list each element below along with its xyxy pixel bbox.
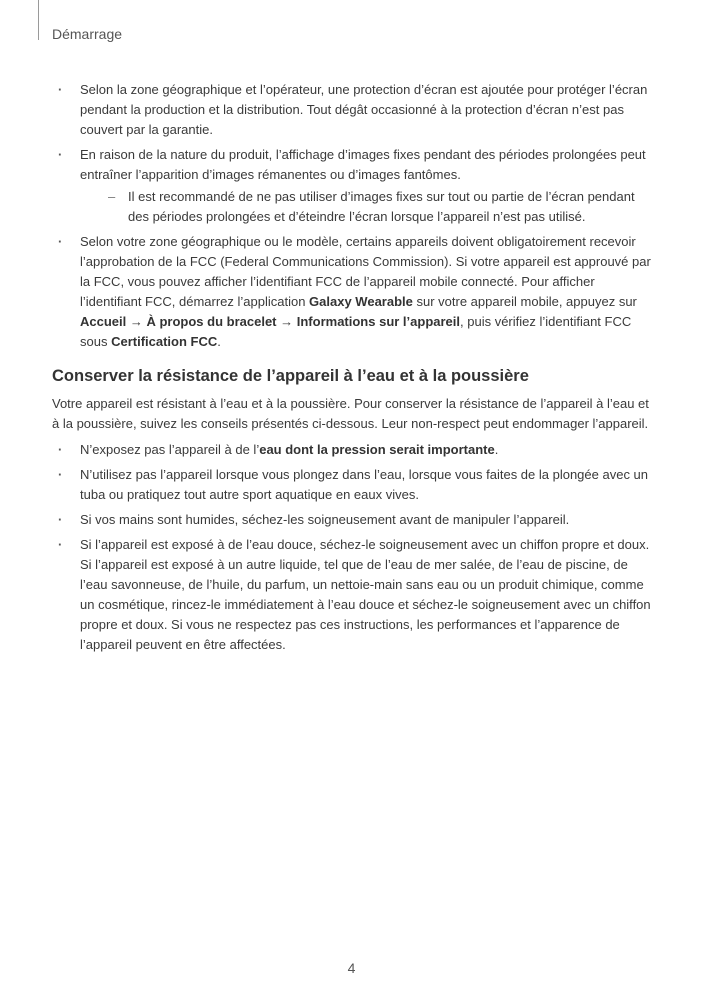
list-item <box>52 440 652 460</box>
menu-path-item: Accueil <box>80 314 127 329</box>
bullet-list-2 <box>52 440 652 655</box>
menu-path-item: Certification FCC <box>111 334 218 349</box>
header-rule <box>38 0 39 40</box>
app-name: Galaxy Wearable <box>309 294 413 309</box>
sub-list-item: – Il est recommandé de ne pas utiliser d’images fixes sur tout ou partie de l’écran pendant des périodes prolongées et d’éteindre l’écran lorsque l’appareil n’est pas utilisé. <box>80 187 652 227</box>
text: N’exposez pas l’appareil à de l’ <box>80 442 260 457</box>
text: . <box>494 442 499 457</box>
section-header: Démarrage <box>52 26 123 42</box>
arrow: → <box>276 314 297 329</box>
text: sur votre appareil mobile, appuyez sur <box>412 294 637 309</box>
text: . <box>217 334 221 349</box>
page-number: 4 <box>347 960 356 976</box>
text: Selon votre zone géographique ou le modèle, certains appareils doivent obligatoirement recevoir l’approbation de la FCC (Federal Communications Commission). Si votre appareil est approuvé par la FCC, vous pouvez afficher l’identifiant FCC de l’appareil mobile connecté. Pour afficher l’identifiant FCC, démarrez l’application <box>80 234 651 309</box>
menu-path-item: Informations sur l’appareil <box>296 314 461 329</box>
list-item: · Si l’appareil est exposé à de l’eau douce, séchez-le soigneusement avec un chiffon propre et doux. Si l’appareil est exposé à un autre liquide, tel que de l’eau de mer salée, de l’eau de piscine, de l’eau savonneuse, de l’huile, du parfum, un nettoie-main sans eau ou un produit chimique, comme un cosmétique, rincez-le immédiatement à l’eau douce et séchez-le soigneusement avec un chiffon propre et doux. Si vous ne respectez pas ces instructions, les performances et l’apparence de l’appareil peuvent en être affectées. <box>52 535 652 655</box>
arrow: → <box>126 314 147 329</box>
list-item-fcc <box>52 232 652 352</box>
list-item: · N’utilisez pas l’appareil lorsque vous plongez dans l’eau, lorsque vous faites de la plongée avec un tuba ou pratiquez tout autre sport aquatique en eaux vives. <box>52 465 652 505</box>
section-intro: Votre appareil est résistant à l’eau et à la poussière. Pour conserver la résistance de l’appareil à l’eau et à la poussière, suivez les conseils présentés ci-dessous. Leur non-respect peut endommager l’appareil. <box>52 396 649 431</box>
page-content <box>52 80 652 660</box>
list-item: · Selon la zone géographique et l’opérateur, une protection d’écran est ajoutée pour protéger l’écran pendant la production et la distribution. Tout dégât occasionné à la protection d’écran n’est pas couvert par la garantie. <box>52 80 652 140</box>
emphasis: eau dont la pression serait importante <box>259 442 495 457</box>
section-heading: Conserver la résistance de l’appareil à l’eau et à la poussière <box>52 367 529 385</box>
list-item: · Si vos mains sont humides, séchez-les soigneusement avant de manipuler l’appareil. <box>52 510 652 530</box>
list-item-text: En raison de la nature du produit, l’affichage d’images fixes pendant des périodes prolongées peut entraîner l’apparition d’images rémanentes ou d’images fantômes. <box>80 147 646 182</box>
list-item <box>52 145 652 227</box>
sub-list <box>80 187 652 227</box>
menu-path-item: À propos du bracelet <box>146 314 277 329</box>
text: , puis vérifiez l’identifiant FCC sous <box>80 314 632 349</box>
bullet-list-1 <box>52 80 652 352</box>
